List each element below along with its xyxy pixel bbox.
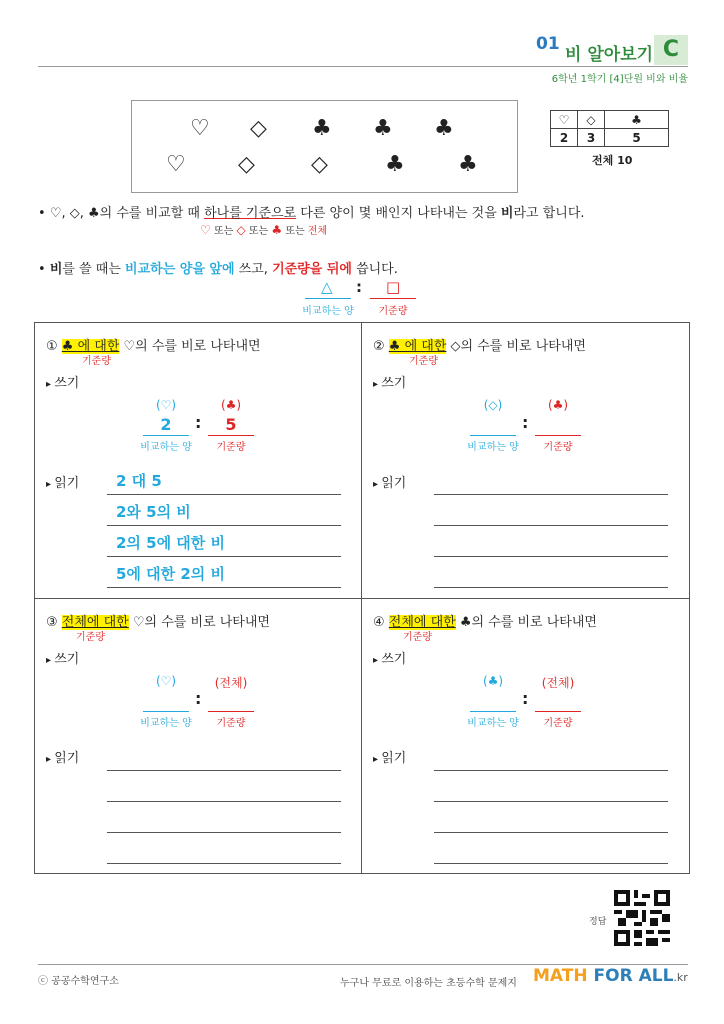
q1-reading-2: 2와 5의 비 <box>116 503 191 521</box>
intro-note: ♡ 또는 ◇ 또는 ♣ 또는 전체 <box>200 223 328 237</box>
q3-answer-line[interactable] <box>107 863 341 864</box>
q4-base-note: 기준량 <box>403 632 432 643</box>
qr-code-icon[interactable] <box>614 890 670 946</box>
q3-write-label: ▸ 쓰기 <box>46 648 79 667</box>
worksheet-title: 비 알아보기 <box>565 45 654 65</box>
q4-answer-line[interactable] <box>434 863 668 864</box>
q4-right-paren: (전체) <box>541 676 575 690</box>
diamond-icon: ◇ <box>311 152 328 177</box>
q3-answer-line[interactable] <box>107 770 341 771</box>
q4-answer-line[interactable] <box>434 801 668 802</box>
club-icon: ♣ <box>373 116 393 141</box>
diamond-icon: ◇ <box>238 152 255 177</box>
q2-right-paren: (♣) <box>547 398 569 412</box>
q3-compared-label: 비교하는 양 <box>140 718 192 729</box>
q4-write-label: ▸ 쓰기 <box>373 648 406 667</box>
q3-base-label: 기준량 <box>216 718 246 729</box>
q3-left-underline[interactable] <box>143 711 189 712</box>
q2-answer-line[interactable] <box>434 494 668 495</box>
q2-base-note: 기준량 <box>409 356 438 367</box>
q4-title: ④ 전체에 대한 ♣의 수를 비로 나타내면 <box>373 615 597 630</box>
q1-title: ① ♣ 에 대한 ♡의 수를 비로 나타내면 <box>46 339 261 354</box>
q4-answer-line[interactable] <box>434 770 668 771</box>
q1-left-underline <box>143 435 189 436</box>
q3-answer-line[interactable] <box>107 832 341 833</box>
club-icon: ♣ <box>434 116 454 141</box>
q3-base-note: 기준량 <box>76 632 105 643</box>
club-icon: ♣ <box>385 152 405 177</box>
club-icon: ♣ <box>312 116 332 141</box>
compared-label: 비교하는 양 <box>302 306 354 317</box>
q2-left-paren: (◇) <box>483 398 503 412</box>
q2-answer-line[interactable] <box>434 587 668 588</box>
q4-colon: : <box>522 689 529 708</box>
q3-read-label: ▸ 읽기 <box>46 747 79 766</box>
count-header-diamond: ◇ <box>578 111 605 129</box>
q2-compared-label: 비교하는 양 <box>467 442 519 453</box>
q4-left-paren: (♣) <box>482 674 504 688</box>
club-icon: ♣ <box>458 152 478 177</box>
count-header-club: ♣ <box>605 111 669 129</box>
triangle-icon: △ <box>321 278 333 296</box>
q1-reading-1: 2 대 5 <box>116 472 162 490</box>
q4-left-underline[interactable] <box>470 711 516 712</box>
q1-answer-line <box>107 587 341 588</box>
q1-write-label: ▸ 쓰기 <box>46 372 79 391</box>
q1-read-label: ▸ 읽기 <box>46 472 79 491</box>
count-total: 전체 10 <box>592 154 633 167</box>
q1-answer-line <box>107 525 341 526</box>
footer-tagline: 누구나 무료로 이용하는 초등수학 문제지 <box>340 978 517 989</box>
count-header-heart: ♡ <box>551 111 578 129</box>
base-label: 기준량 <box>378 306 408 317</box>
q1-right-paren: (♣) <box>220 398 242 412</box>
worksheet-subtitle: 6학년 1학기 [4]단원 비와 비율 <box>551 74 688 85</box>
q2-title: ② ♣ 에 대한 ◇의 수를 비로 나타내면 <box>373 339 586 354</box>
q1-right-value: 5 <box>225 415 237 434</box>
intro-sentence-1: • ♡, ◇, ♣의 수를 비교할 때 하나를 기준으로 다른 양이 몇 배인지 나타내는 것을 비라고 합니다. <box>38 206 585 221</box>
grid-divider-horizontal <box>34 598 690 599</box>
q1-right-underline <box>208 435 254 436</box>
q4-read-label: ▸ 읽기 <box>373 747 406 766</box>
q1-left-paren: (♡) <box>155 398 177 412</box>
q1-base-note: 기준량 <box>82 356 111 367</box>
level-badge: C <box>654 35 688 65</box>
answer-label: 정답 <box>589 917 607 927</box>
q1-reading-4: 5에 대한 2의 비 <box>116 565 225 583</box>
q3-colon: : <box>195 689 202 708</box>
math-for-all-logo: MATH FOR ALL.kr <box>533 966 688 986</box>
q2-read-label: ▸ 읽기 <box>373 472 406 491</box>
q2-write-label: ▸ 쓰기 <box>373 372 406 391</box>
shape-box <box>131 100 518 193</box>
intro-colon: : <box>356 278 362 296</box>
q1-answer-line <box>107 556 341 557</box>
q4-base-label: 기준량 <box>543 718 573 729</box>
heart-icon: ♡ <box>166 152 186 177</box>
q3-right-underline[interactable] <box>208 711 254 712</box>
q1-compared-label: 비교하는 양 <box>140 442 192 453</box>
q2-left-underline[interactable] <box>470 435 516 436</box>
q2-colon: : <box>522 413 529 432</box>
footer-divider <box>38 964 688 965</box>
footer-copyright: ⓒ 공공수학연구소 <box>38 976 119 987</box>
worksheet-number: 01 <box>536 34 560 54</box>
q2-answer-line[interactable] <box>434 556 668 557</box>
header-divider <box>38 66 688 67</box>
q2-answer-line[interactable] <box>434 525 668 526</box>
heart-icon: ♡ <box>190 116 210 141</box>
count-table <box>550 110 669 147</box>
base-underline <box>370 298 416 299</box>
q4-right-underline[interactable] <box>535 711 581 712</box>
q3-title: ③ 전체에 대한 ♡의 수를 비로 나타내면 <box>46 615 270 630</box>
q3-right-paren: (전체) <box>214 676 248 690</box>
intro-sentence-2: • 비를 쓸 때는 비교하는 양을 앞에 쓰고, 기준량을 뒤에 씁니다. <box>38 262 398 277</box>
q2-base-label: 기준량 <box>543 442 573 453</box>
q4-compared-label: 비교하는 양 <box>467 718 519 729</box>
count-value-club: 5 <box>605 129 669 147</box>
q3-answer-line[interactable] <box>107 801 341 802</box>
q1-base-label: 기준량 <box>216 442 246 453</box>
q1-left-value: 2 <box>160 415 172 434</box>
q1-colon: : <box>195 413 202 432</box>
count-value-heart: 2 <box>551 129 578 147</box>
q1-answer-line <box>107 494 341 495</box>
q2-right-underline[interactable] <box>535 435 581 436</box>
diamond-icon: ◇ <box>250 116 267 141</box>
count-value-diamond: 3 <box>578 129 605 147</box>
q1-reading-3: 2의 5에 대한 비 <box>116 534 225 552</box>
compared-underline <box>305 298 351 299</box>
square-icon: □ <box>386 278 401 296</box>
q3-left-paren: (♡) <box>155 674 177 688</box>
q4-answer-line[interactable] <box>434 832 668 833</box>
